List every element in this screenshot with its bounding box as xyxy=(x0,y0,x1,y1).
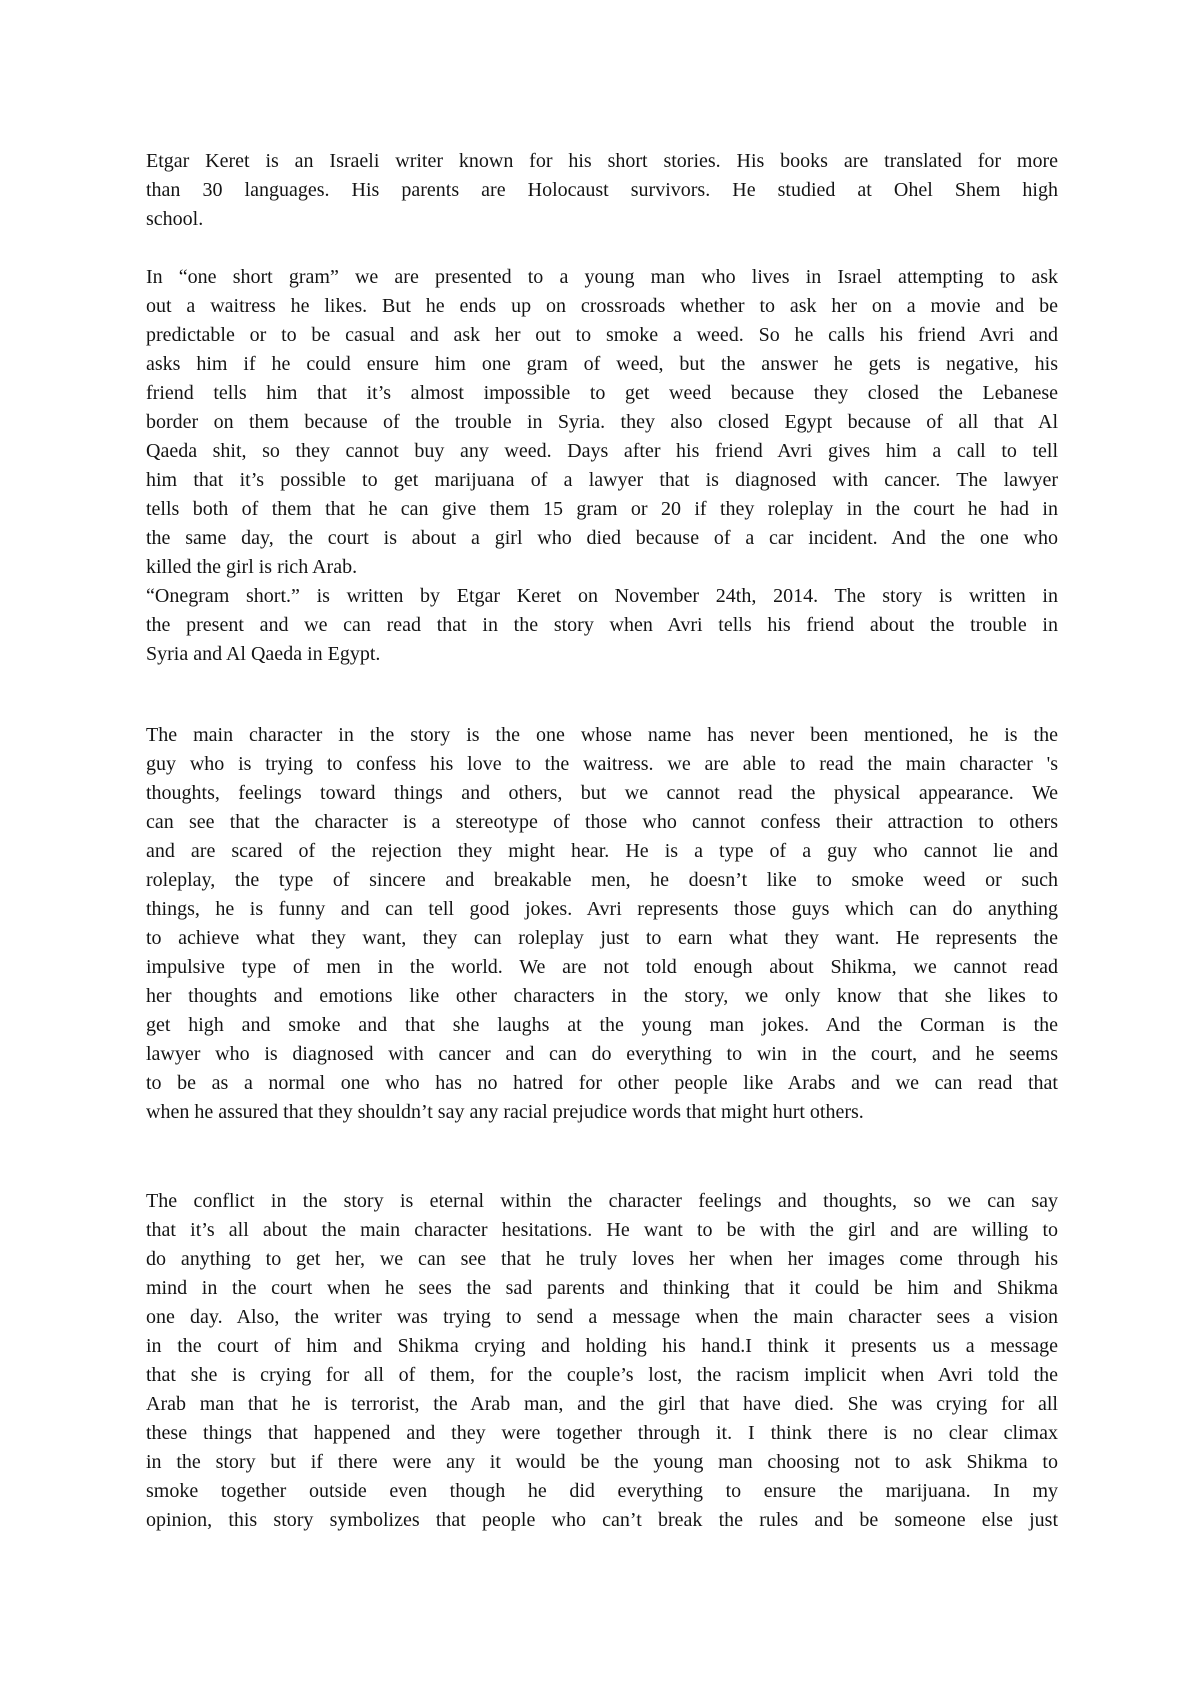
text-line: tells both of them that he can give them 15 gram or 20 if they roleplay in the court he had in xyxy=(146,498,1058,520)
text-line: Arab man that he is terrorist, the Arab man, and the girl that have died. She was crying for all xyxy=(146,1393,1058,1415)
text-line: “Onegram short.” is written by Etgar Keret on November 24th, 2014. The story is written in xyxy=(146,585,1058,607)
text-line: Qaeda shit, so they cannot buy any weed. Days after his friend Avri gives him a call to tell xyxy=(146,440,1058,462)
text-line: in the story but if there were any it would be the young man choosing not to ask Shikma to xyxy=(146,1451,1058,1473)
text-line: In “one short gram” we are presented to a young man who lives in Israel attempting to ask xyxy=(146,266,1058,288)
text-line: one day. Also, the writer was trying to send a message when the main character sees a vision xyxy=(146,1306,1058,1328)
text-line: lawyer who is diagnosed with cancer and can do everything to win in the court, and he seems xyxy=(146,1043,1058,1065)
text-line: the present and we can read that in the story when Avri tells his friend about the trouble in xyxy=(146,614,1058,636)
text-line: that it’s all about the main character hesitations. He want to be with the girl and are willing to xyxy=(146,1219,1058,1241)
text-line: get high and smoke and that she laughs at the young man jokes. And the Corman is the xyxy=(146,1014,1058,1036)
text-line: thoughts, feelings toward things and others, but we cannot read the physical appearance. We xyxy=(146,782,1058,804)
text-line: Syria and Al Qaeda in Egypt. xyxy=(146,643,381,665)
text-line: guy who is trying to confess his love to the waitress. we are able to read the main character 's xyxy=(146,753,1058,775)
text-line: these things that happened and they were together through it. I think there is no clear climax xyxy=(146,1422,1058,1444)
text-line: than 30 languages. His parents are Holocaust survivors. He studied at Ohel Shem high xyxy=(146,179,1058,201)
paragraph-author-intro xyxy=(146,147,1058,234)
paragraph-characters xyxy=(146,721,1058,1127)
text-line: when he assured that they shouldn’t say any racial prejudice words that might hurt others. xyxy=(146,1101,864,1123)
text-line: her thoughts and emotions like other characters in the story, we only know that she likes to xyxy=(146,985,1058,1007)
text-line: and are scared of the rejection they might hear. He is a type of a guy who cannot lie and xyxy=(146,840,1058,862)
text-line: asks him if he could ensure him one gram of weed, but the answer he gets is negative, his xyxy=(146,353,1058,375)
text-line: things, he is funny and can tell good jokes. Avri represents those guys which can do anything xyxy=(146,898,1058,920)
text-line: roleplay, the type of sincere and breakable men, he doesn’t like to smoke weed or such xyxy=(146,869,1058,891)
text-line: predictable or to be casual and ask her out to smoke a weed. So he calls his friend Avri and xyxy=(146,324,1058,346)
text-line: can see that the character is a stereotype of those who cannot confess their attraction to others xyxy=(146,811,1058,833)
text-line: do anything to get her, we can see that he truly loves her when her images come through his xyxy=(146,1248,1058,1270)
text-line: killed the girl is rich Arab. xyxy=(146,556,358,578)
text-line: to achieve what they want, they can roleplay just to earn what they want. He represents the xyxy=(146,927,1058,949)
text-line: him that it’s possible to get marijuana of a lawyer that is diagnosed with cancer. The lawyer xyxy=(146,469,1058,491)
text-line: that she is crying for all of them, for the couple’s lost, the racism implicit when Avri told the xyxy=(146,1364,1058,1386)
paragraph-conflict xyxy=(146,1187,1058,1535)
text-line: the same day, the court is about a girl who died because of a car incident. And the one who xyxy=(146,527,1058,549)
text-line: border on them because of the trouble in Syria. they also closed Egypt because of all that Al xyxy=(146,411,1058,433)
text-line: Etgar Keret is an Israeli writer known for his short stories. His books are translated for more xyxy=(146,150,1058,172)
text-line: smoke together outside even though he did everything to ensure the marijuana. In my xyxy=(146,1480,1058,1502)
text-line: in the court of him and Shikma crying and holding his hand.I think it presents us a message xyxy=(146,1335,1058,1357)
text-line: mind in the court when he sees the sad parents and thinking that it could be him and Shikma xyxy=(146,1277,1058,1299)
text-line: The conflict in the story is eternal within the character feelings and thoughts, so we can say xyxy=(146,1190,1058,1212)
text-line: out a waitress he likes. But he ends up on crossroads whether to ask her on a movie and be xyxy=(146,295,1058,317)
text-line: impulsive type of men in the world. We are not told enough about Shikma, we cannot read xyxy=(146,956,1058,978)
text-line: friend tells him that it’s almost impossible to get weed because they closed the Lebanese xyxy=(146,382,1058,404)
text-line: school. xyxy=(146,208,204,230)
text-line: to be as a normal one who has no hatred for other people like Arabs and we can read that xyxy=(146,1072,1058,1094)
text-line: opinion, this story symbolizes that people who can’t break the rules and be someone else just xyxy=(146,1509,1058,1531)
text-line: The main character in the story is the one whose name has never been mentioned, he is the xyxy=(146,724,1058,746)
paragraph-story-summary xyxy=(146,263,1058,669)
